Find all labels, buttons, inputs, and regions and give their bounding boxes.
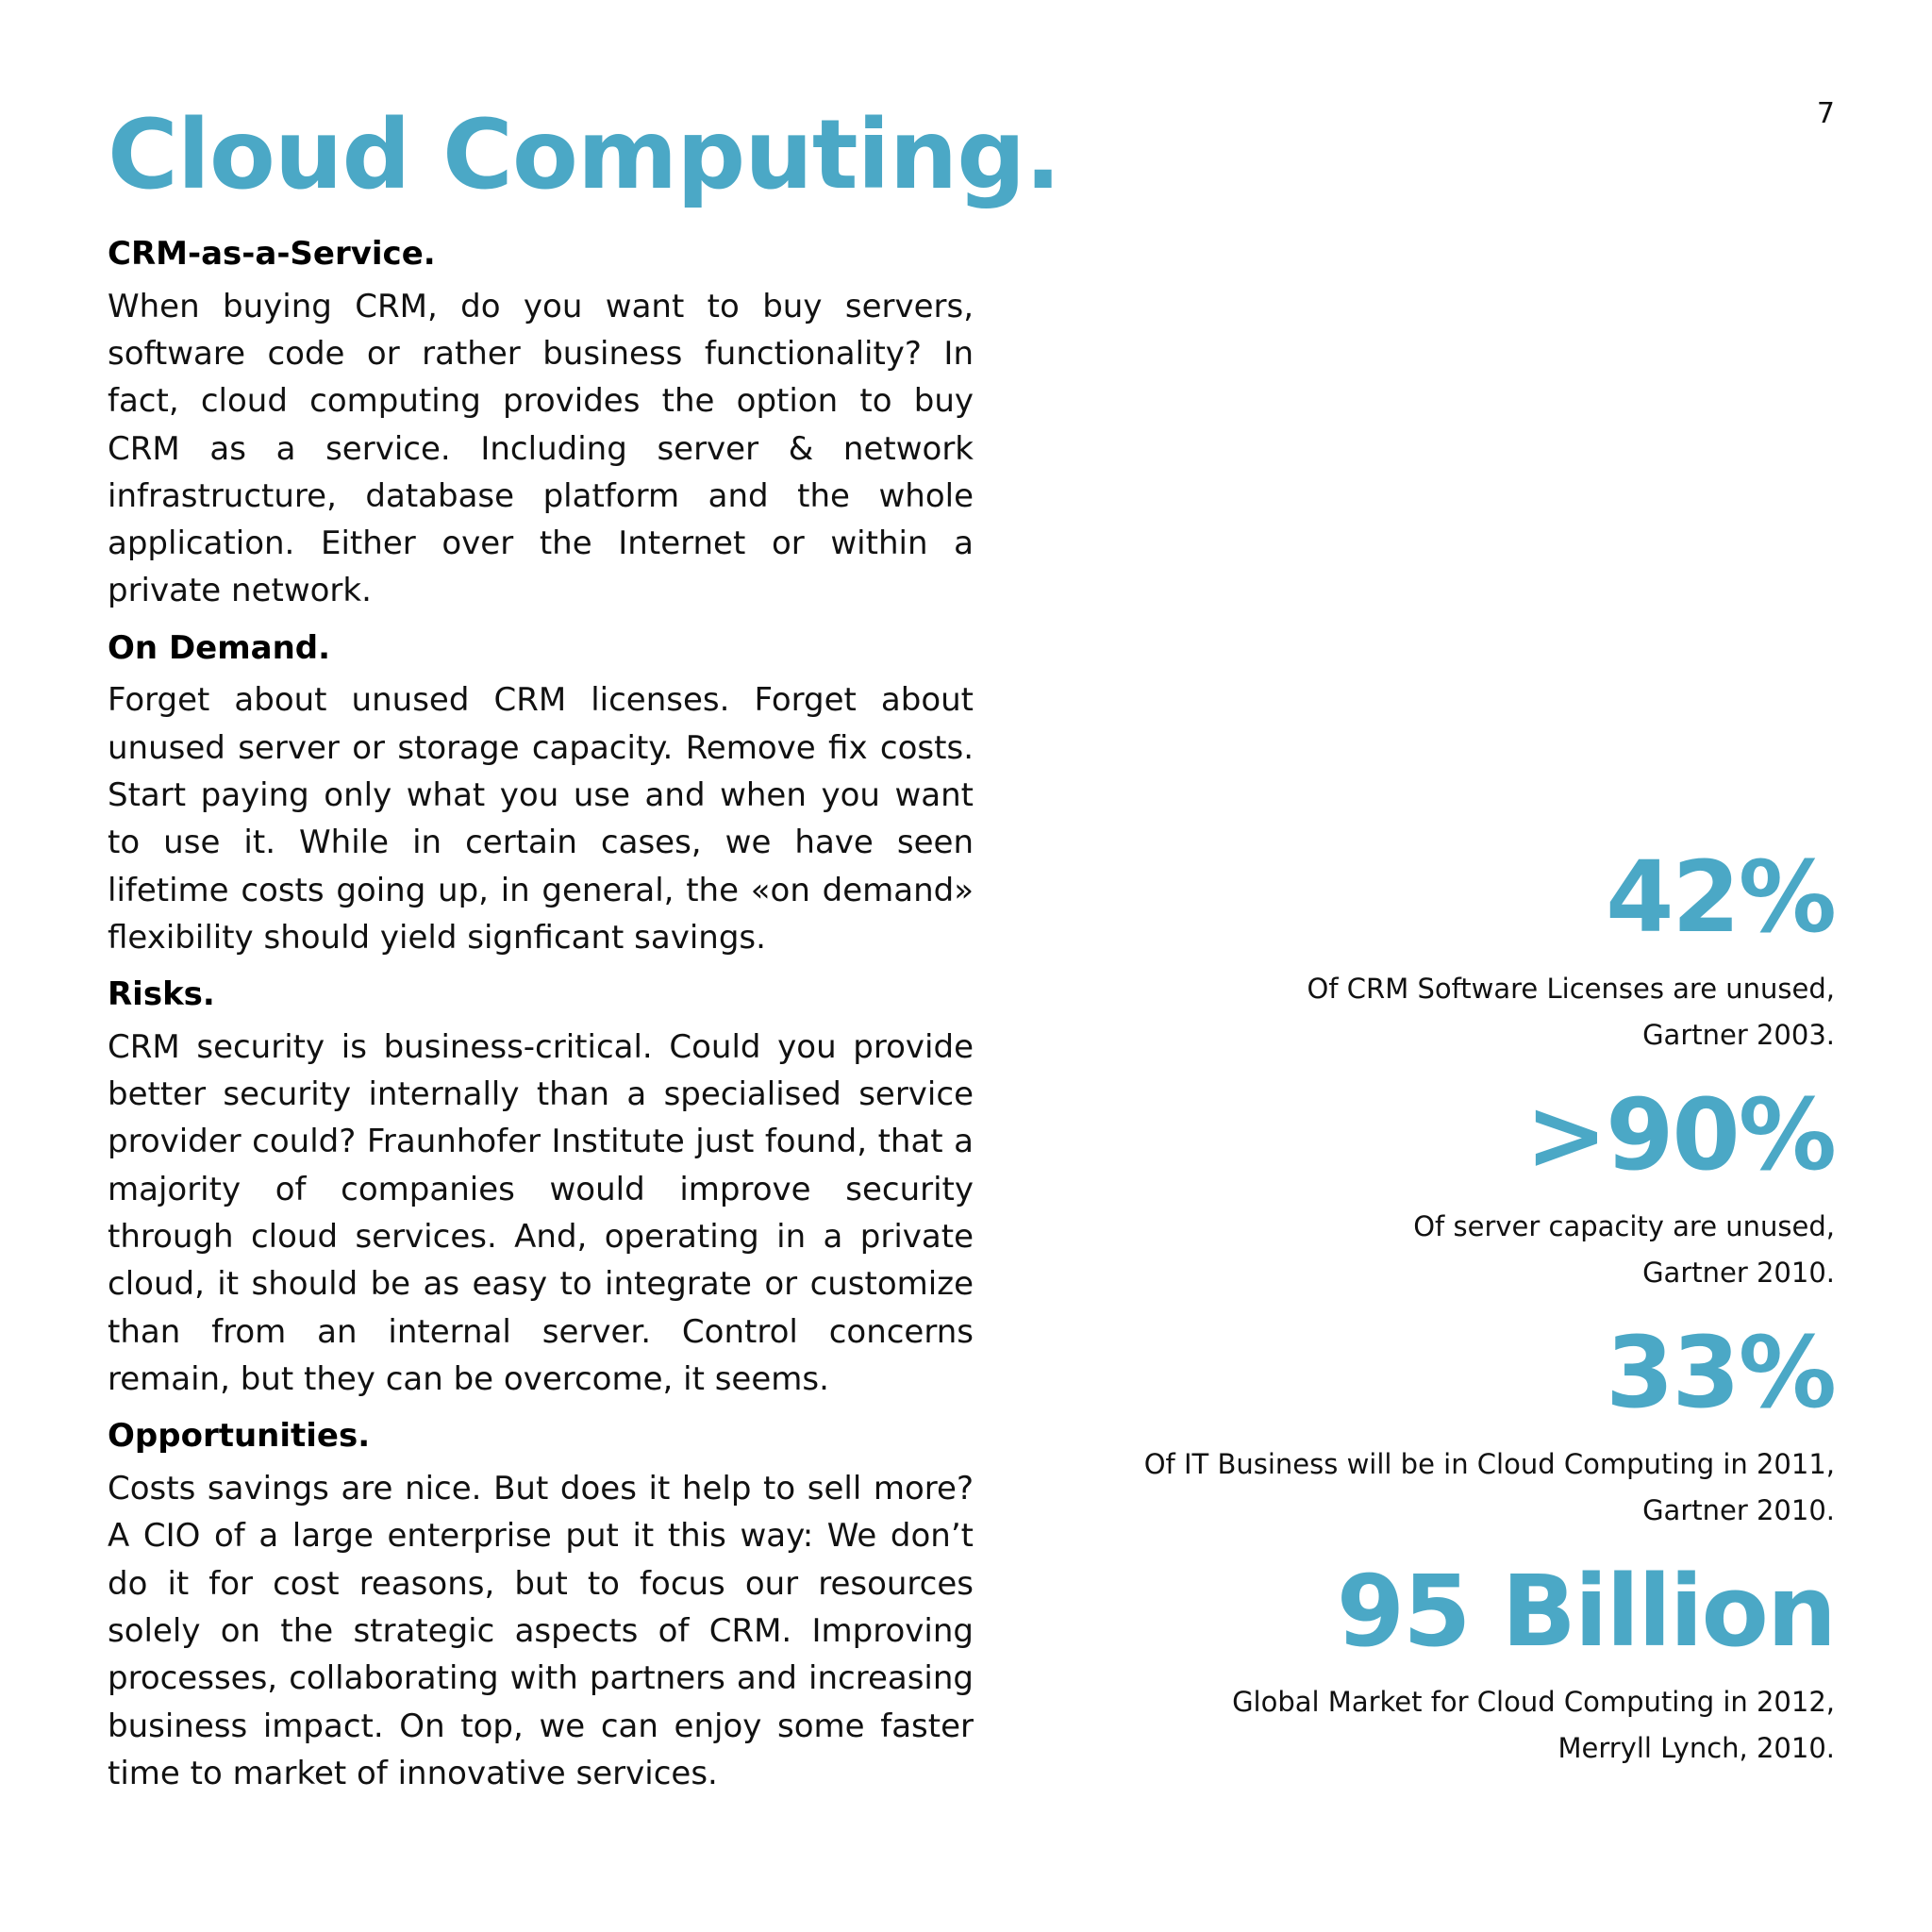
stat-server-capacity-unused [1024,1079,1835,1296]
stat-caption [1024,1204,1835,1297]
section-opportunities [108,1414,974,1797]
stat-value: 95 Billion [1336,1553,1835,1669]
stat-it-business-cloud [1024,1317,1835,1534]
stat-source: Merryll Lynch, 2010. [1557,1732,1835,1765]
stat-caption-line: Of CRM Software Licenses are unused, [1307,972,1835,1005]
section-heading: CRM-as-a-Service. [108,235,436,273]
section-body: Costs savings are nice. But does it help to sell more? A CIO of a large enterprise put it this way: We don’t do it for cost reasons, but to focus our resources solely on the strategic aspects of CRM. Improving processes, collaborating with partners and increasing business impact. On top, we can enjoy some faster time to market of innovative services. [108,1469,974,1792]
section-heading: On Demand. [108,628,331,667]
section-on-demand [108,626,974,961]
stat-source: Gartner 2010. [1642,1257,1835,1290]
stat-caption [1024,1679,1835,1773]
stats-column [1024,841,1835,1793]
section-heading: Risks. [108,975,215,1014]
stat-global-market [1024,1553,1835,1773]
section-risks [108,973,974,1403]
stat-source: Gartner 2003. [1642,1018,1835,1051]
stat-source: Gartner 2010. [1642,1494,1835,1527]
stat-caption [1024,966,1835,1059]
stat-caption-line: Of server capacity are unused, [1413,1209,1835,1242]
stat-value: 42% [1606,840,1835,955]
stat-caption-line: Of IT Business will be in Cloud Computing in 2011, [1143,1447,1835,1480]
stat-value: >90% [1524,1077,1835,1193]
section-body: When buying CRM, do you want to buy servers, software code or rather business functionality? In fact, cloud computing provides the option to buy CRM as a service. Including server & network infrastructure, database platform and the whole application. Either over the Internet or within a private network. [108,287,974,610]
stat-licenses-unused [1024,841,1835,1058]
stat-caption [1024,1441,1835,1535]
section-body: CRM security is business-critical. Could you provide better security internally than a specialised service provider could? Fraunhofer Institute just found, that a majority of companies would improve security through cloud services. And, operating in a private cloud, it should be as easy to integrate or customize than from an internal server. Control concerns remain, but they can be overcome, it seems. [108,1027,974,1399]
section-crm-as-a-service [108,232,974,615]
page-title: Cloud Computing. [108,99,1060,211]
main-text-column [108,232,974,1808]
section-body: Forget about unused CRM licenses. Forget about unused server or storage capacity. Remove fix costs. Start paying only what you use and when you want to use it. While in certain cases, we have seen lifetime costs going up, in general, the «on demand» flexibility should yield signficant savings. [108,681,974,957]
stat-caption-line: Global Market for Cloud Computing in 2012, [1232,1686,1835,1719]
stat-value: 33% [1606,1315,1835,1431]
section-heading: Opportunities. [108,1417,371,1456]
page-number: 7 [1816,97,1835,130]
